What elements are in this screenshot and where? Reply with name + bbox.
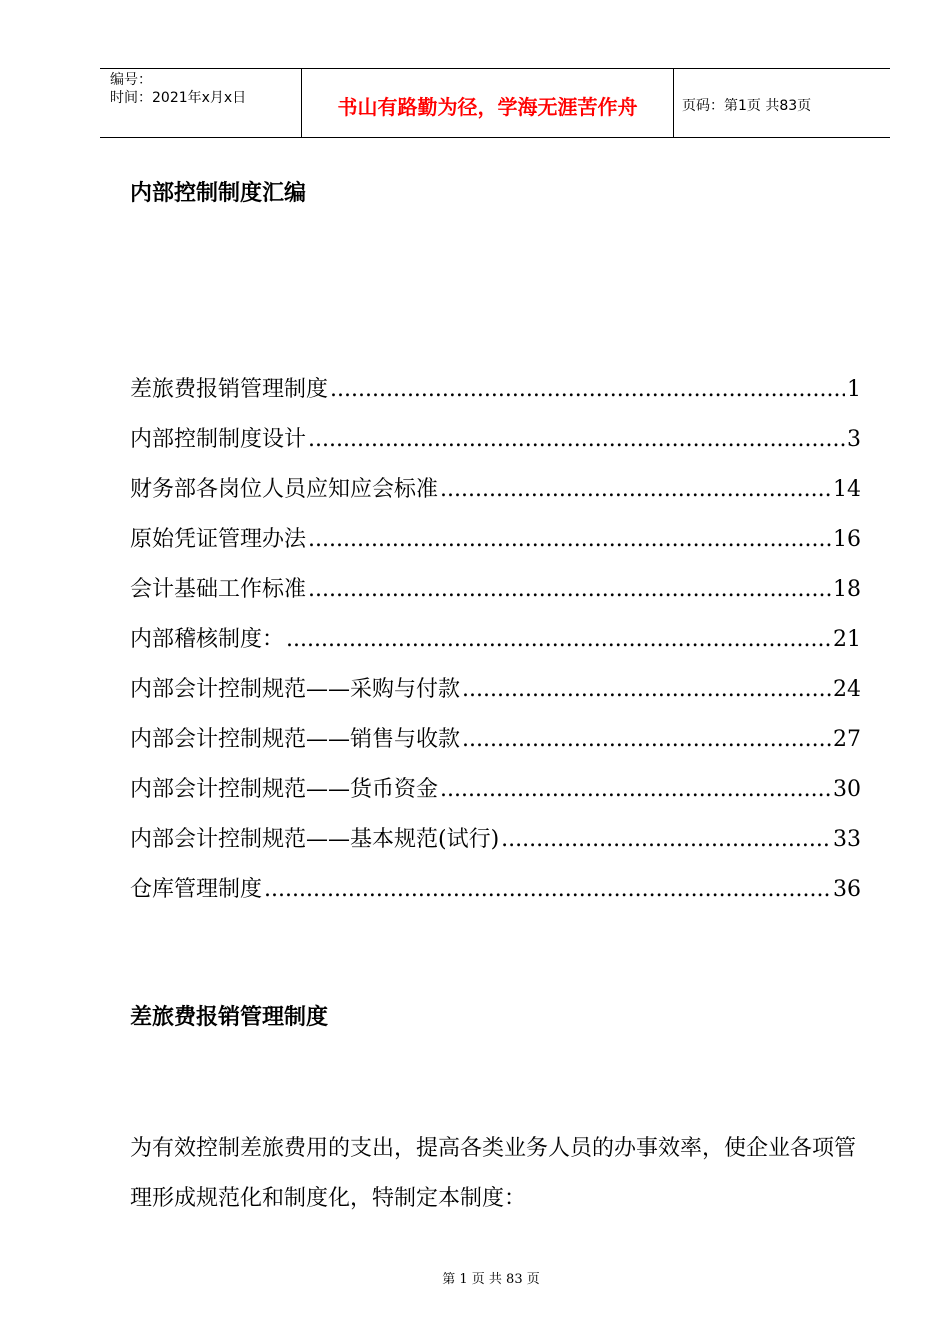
toc-entry[interactable] [130,722,861,772]
toc-entry-page: 36 [833,877,861,902]
toc-entry-title: 内部会计控制规范——货币资金 [130,777,439,802]
toc-entry-title: 差旅费报销管理制度 [130,377,329,402]
toc-entry[interactable] [130,372,861,422]
document-title: 内部控制制度汇编 [130,181,307,206]
toc-entry-page: 24 [833,677,861,702]
toc-leader-dots [264,877,831,902]
toc-entry[interactable] [130,772,861,822]
toc-entry-page: 18 [833,577,861,602]
toc-entry[interactable] [130,622,861,672]
toc-entry-page: 27 [833,727,861,752]
toc-leader-dots [462,727,831,752]
toc-leader-dots [462,677,831,702]
header-motto: 书山有路勤为径，学海无涯苦作舟 [302,69,674,137]
toc-leader-dots [440,777,831,802]
toc-entry[interactable] [130,872,861,922]
toc-entry-title: 财务部各岗位人员应知应会标准 [130,477,439,502]
toc-entry-page: 21 [833,627,861,652]
time-label: 时间：2021年x月x日 [110,90,247,106]
body-paragraph: 为有效控制差旅费用的支出，提高各类业务人员的办事效率，使企业各项管理形成规范化和制度化，特制定本制度： [130,1136,857,1211]
toc-entry-page: 30 [833,777,861,802]
toc-entry[interactable] [130,422,861,472]
section-title: 差旅费报销管理制度 [130,1005,329,1030]
toc-entry[interactable] [130,672,861,722]
page-footer: 第 1 页 共 83 页 [442,1272,540,1287]
toc-entry-page: 1 [847,377,861,402]
page-header [100,68,890,138]
toc-entry-page: 16 [833,527,861,552]
toc-entry[interactable] [130,822,861,872]
toc-entry-title: 会计基础工作标准 [130,577,307,602]
number-label: 编号： [110,72,152,88]
header-meta [100,69,302,137]
toc-entry-title: 原始凭证管理办法 [130,527,307,552]
toc-entry-title: 内部稽核制度： [130,627,285,652]
toc-leader-dots [308,427,845,452]
header-page-info: 页码：第1页 共83页 [682,98,812,114]
toc-entry-page: 3 [847,427,861,452]
table-of-contents [130,372,861,922]
toc-leader-dots [286,627,831,652]
toc-entry-title: 内部会计控制规范——采购与付款 [130,677,461,702]
toc-leader-dots [440,477,831,502]
toc-entry-page: 14 [833,477,861,502]
toc-entry[interactable] [130,572,861,622]
toc-entry-title: 仓库管理制度 [130,877,263,902]
toc-entry-title: 内部会计控制规范——销售与收款 [130,727,461,752]
toc-entry[interactable] [130,522,861,572]
toc-leader-dots [330,377,845,402]
toc-leader-dots [308,527,831,552]
toc-leader-dots [308,577,831,602]
toc-entry-page: 33 [833,827,861,852]
toc-leader-dots [501,827,831,852]
toc-entry[interactable] [130,472,861,522]
toc-entry-title: 内部会计控制规范——基本规范(试行) [130,827,500,852]
toc-entry-title: 内部控制制度设计 [130,427,307,452]
